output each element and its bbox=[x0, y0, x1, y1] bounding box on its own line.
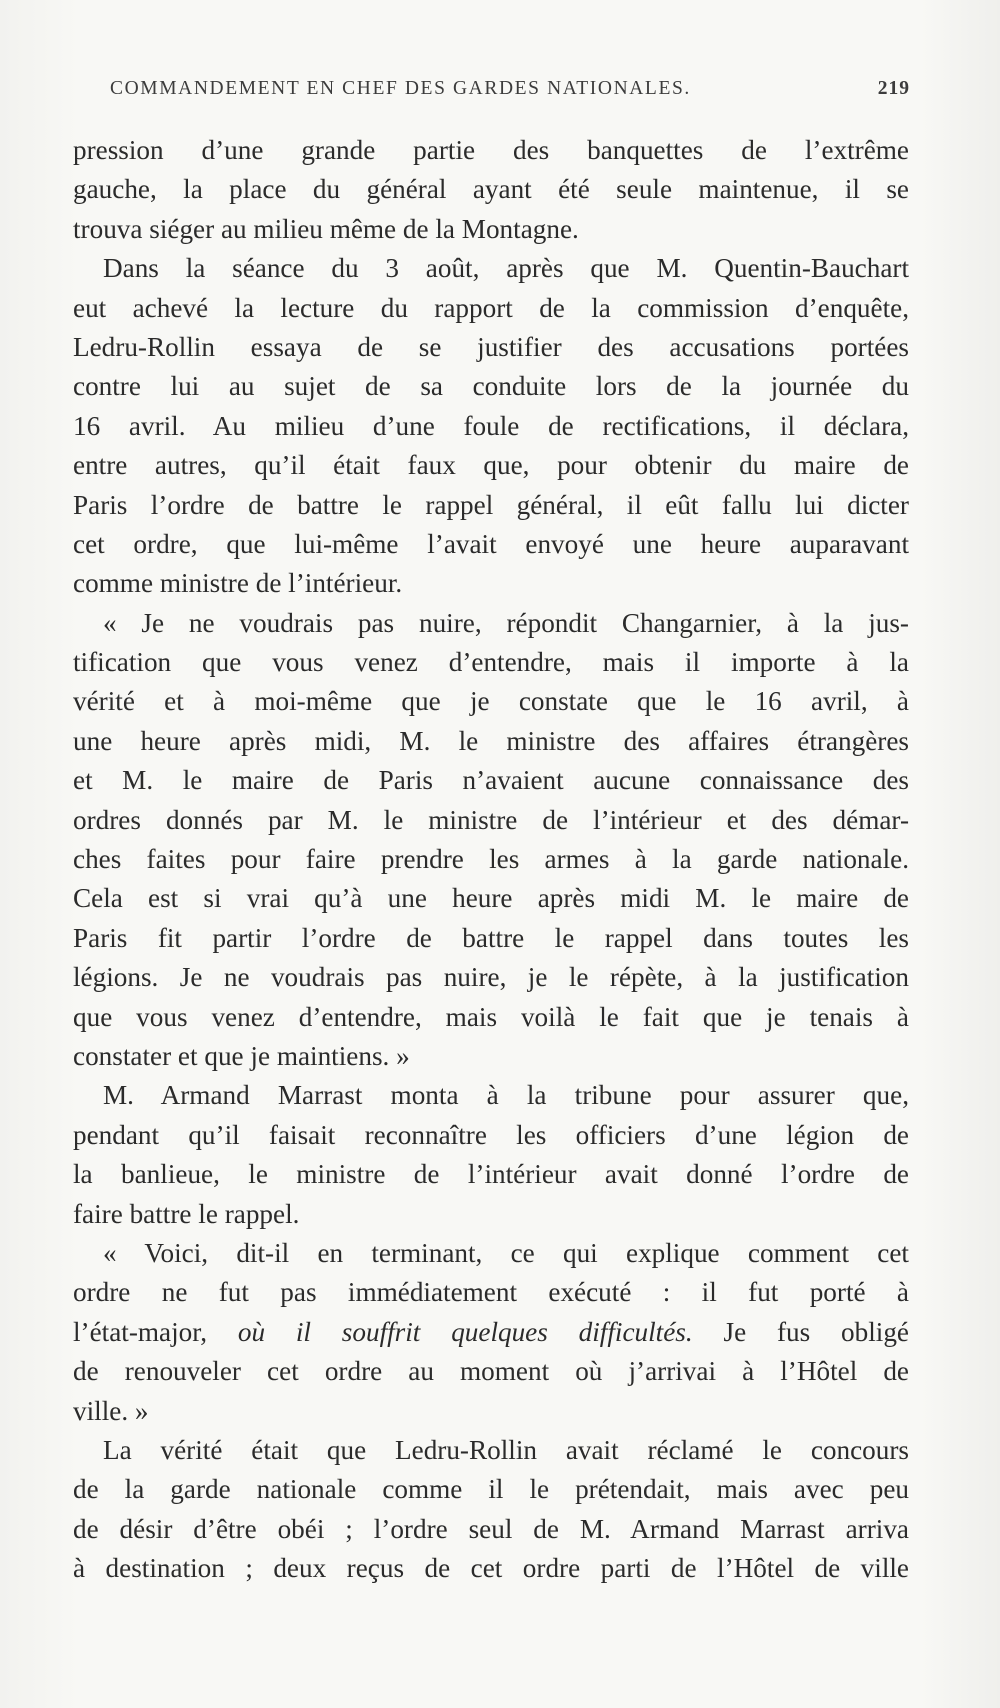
text-line: pendant qu’il faisait reconnaître les officiers d’une légion de bbox=[73, 1119, 909, 1150]
text-line: la banlieue, le ministre de l’intérieur avait donné l’ordre de bbox=[73, 1159, 909, 1190]
text-line: une heure après midi, M. le ministre des affaires étrangères bbox=[73, 725, 909, 756]
italic-text-run: où il souffrit quelques difficultés. bbox=[237, 1316, 693, 1347]
body-text bbox=[73, 131, 909, 1588]
text-line: gauche, la place du général ayant été seule maintenue, il se bbox=[73, 174, 909, 205]
text-line: légions. Je ne voudrais pas nuire, je le répète, à la justification bbox=[73, 962, 909, 993]
text-line: Paris l’ordre de battre le rappel général, il eût fallu lui dicter bbox=[73, 489, 909, 520]
text-line: M. Armand Marrast monta à la tribune pour assurer que, bbox=[103, 1080, 909, 1111]
text-line: eut achevé la lecture du rapport de la commission d’enquête, bbox=[73, 292, 909, 323]
text-line: entre autres, qu’il était faux que, pour obtenir du maire de bbox=[73, 450, 909, 481]
text-line: ville. » bbox=[73, 1395, 149, 1426]
text-line: comme ministre de l’intérieur. bbox=[73, 568, 403, 599]
text-line: 16 avril. Au milieu d’une foule de rectifications, il déclara, bbox=[73, 410, 909, 441]
text-line: La vérité était que Ledru-Rollin avait réclamé le concours bbox=[103, 1434, 909, 1465]
page-number: 219 bbox=[877, 78, 910, 99]
text-line: ordre ne fut pas immédiatement exécuté : il fut porté à bbox=[73, 1277, 909, 1308]
text-line-italic-mix bbox=[73, 1313, 909, 1352]
text-line: de désir d’être obéi ; l’ordre seul de M. Armand Marrast arriva bbox=[73, 1513, 909, 1544]
text-line: cet ordre, que lui-même l’avait envoyé une heure auparavant bbox=[73, 528, 909, 559]
text-line: Paris fit partir l’ordre de battre le rappel dans toutes les bbox=[73, 922, 909, 953]
text-line: de renouveler cet ordre au moment où j’arrivai à l’Hôtel de bbox=[73, 1356, 909, 1387]
text-line: et M. le maire de Paris n’avaient aucune connaissance des bbox=[73, 765, 909, 796]
text-line: ordres donnés par M. le ministre de l’intérieur et des démar- bbox=[73, 804, 909, 835]
text-line: pression d’une grande partie des banquettes de l’extrême bbox=[73, 135, 909, 165]
text-line: « Je ne voudrais pas nuire, répondit Changarnier, à la jus- bbox=[103, 607, 909, 638]
text-line: « Voici, dit-il en terminant, ce qui explique comment cet bbox=[103, 1237, 909, 1268]
text-line: tification que vous venez d’entendre, mais il importe à la bbox=[73, 647, 909, 678]
text-run: l’état-major, bbox=[73, 1316, 208, 1347]
text-line: constater et que je maintiens. » bbox=[73, 1040, 410, 1071]
text-line: que vous venez d’entendre, mais voilà le fait que je tenais à bbox=[73, 1001, 909, 1032]
text-line: Cela est si vrai qu’à une heure après midi M. le maire de bbox=[73, 883, 909, 914]
text-line: ches faites pour faire prendre les armes à la garde nationale. bbox=[73, 844, 909, 875]
text-line: vérité et à moi-même que je constate que le 16 avril, à bbox=[73, 686, 909, 717]
text-line: contre lui au sujet de sa conduite lors de la journée du bbox=[73, 371, 909, 402]
text-line: à destination ; deux reçus de cet ordre parti de l’Hôtel de ville bbox=[73, 1553, 909, 1584]
text-line: Dans la séance du 3 août, après que M. Quentin-Bauchart bbox=[103, 253, 909, 284]
running-title: COMMANDEMENT EN CHEF DES GARDES NATIONALES. bbox=[110, 78, 691, 99]
text-line: de la garde nationale comme il le prétendait, mais avec peu bbox=[73, 1474, 909, 1505]
text-line: Ledru-Rollin essaya de se justifier des accusations portées bbox=[73, 331, 909, 362]
text-run: Je fus obligé bbox=[723, 1316, 909, 1347]
running-header bbox=[110, 78, 910, 108]
text-line: faire battre le rappel. bbox=[73, 1198, 300, 1229]
text-line: trouva siéger au milieu même de la Montagne. bbox=[73, 213, 579, 244]
